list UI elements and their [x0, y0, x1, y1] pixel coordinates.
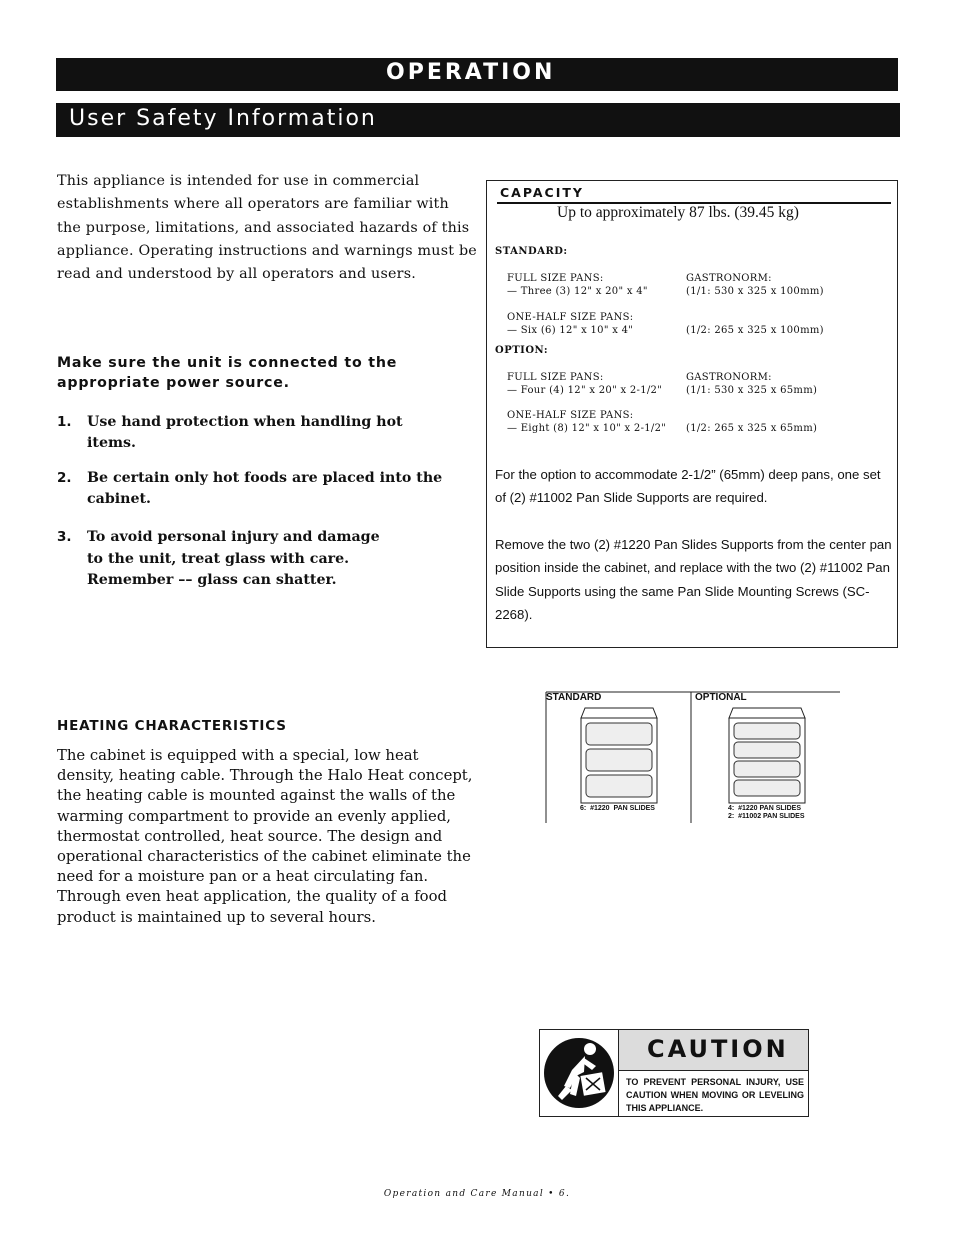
standard-half-spec: — Six (6) 12" x 10" x 4"	[507, 325, 634, 336]
standard-label: STANDARD:	[495, 246, 568, 257]
power-notice: Make sure the unit is connected to the appropriate power source.	[57, 355, 398, 391]
diagram-standard-caption: 6: #1220 PAN SLIDES	[580, 805, 655, 812]
standard-full-gn-spec: (1/1: 530 x 325 x 100mm)	[686, 286, 824, 297]
capacity-note-1	[495, 463, 895, 510]
intro-text: This appliance is intended for use in commercial establishments where all operators are familiar with the purpose, limitations, and associated hazards of this appliance. Operating instructions and warnings must be read and understood by all operators and users.	[57, 173, 477, 283]
standard-half-gn-spec: (1/2: 265 x 325 x 100mm)	[686, 325, 824, 336]
safety-item-number: 2.	[57, 470, 72, 486]
safety-item-text: Be certain only hot foods are placed into the cabinet.	[87, 470, 443, 507]
person-lifting-icon	[540, 1030, 618, 1116]
diagram-optional-caption-1: 4: #1220 PAN SLIDES	[728, 805, 802, 812]
caution-label	[539, 1029, 809, 1117]
capacity-title: CAPACITY	[500, 185, 584, 200]
option-half-spec: — Eight (8) 12" x 10" x 2-1/2"	[507, 423, 667, 434]
caution-header	[619, 1030, 808, 1071]
caution-icon-box	[540, 1030, 619, 1116]
section-header-bar	[56, 58, 898, 91]
standard-full-gn-label: GASTRONORM:	[686, 273, 772, 284]
heating-title: HEATING CHARACTERISTICS	[57, 718, 287, 734]
safety-item-number: 1.	[57, 414, 72, 430]
diagram-optional-label: OPTIONAL	[695, 692, 747, 703]
intro-paragraph	[57, 170, 477, 286]
option-full-gn-label: GASTRONORM:	[686, 372, 772, 383]
standard-full-label: FULL SIZE PANS:	[507, 273, 604, 284]
capacity-note-2	[495, 533, 895, 627]
safety-item-number: 3.	[57, 529, 72, 545]
subsection-header-bar	[56, 103, 900, 137]
capacity-note-1-text: For the option to accommodate 2-1/2” (65mm) deep pans, one set of (2) #11002 Pan Slide Supports are required.	[495, 467, 881, 506]
standard-half-label: ONE-HALF SIZE PANS:	[507, 312, 634, 323]
capacity-box	[486, 180, 898, 648]
page-footer: Operation and Care Manual • 6.	[383, 1189, 571, 1199]
pan-slide-diagram	[545, 690, 845, 825]
heating-body: The cabinet is equipped with a special, low heat density, heating cable. Through the Halo Heat concept, the heating cable is mounted against the walls of the warming compartment to provide an evenly applied, thermostat controlled, heat source. The design and operational characteristics of the cabinet eliminate the need for a moisture pan or a heat circulating fan. Through even heat application, the quality of a food product is maintained up to several hours.	[57, 747, 473, 926]
option-full-spec: — Four (4) 12" x 20" x 2-1/2"	[507, 385, 663, 396]
safety-item-text: To avoid personal injury and damage to the unit, treat glass with care. Remember –– glass can shatter.	[87, 529, 380, 588]
subsection-title: User Safety Information	[69, 106, 377, 131]
option-full-gn-spec: (1/1: 530 x 325 x 65mm)	[686, 385, 818, 396]
option-label: OPTION:	[495, 345, 549, 356]
caution-text: TO PREVENT PERSONAL INJURY, USE CAUTION WHEN MOVING OR LEVELING THIS APPLIANCE.	[626, 1077, 804, 1113]
option-half-label: ONE-HALF SIZE PANS:	[507, 410, 634, 421]
safety-item-text: Use hand protection when handling hot items.	[87, 414, 403, 451]
diagram-standard-label: STANDARD	[546, 692, 602, 703]
capacity-note-2-text: Remove the two (2) #1220 Pan Slides Supports from the center pan position inside the cabinet, and replace with the two (2) #11002 Pan Slide Supports using the same Pan Slide Mounting Screws (SC-2268).	[495, 537, 892, 623]
diagram-optional-caption-2: 2: #11002 PAN SLIDES	[728, 813, 805, 820]
section-title: OPERATION	[386, 60, 556, 85]
capacity-summary: Up to approximately 87 lbs. (39.45 kg)	[557, 204, 799, 221]
option-full-label: FULL SIZE PANS:	[507, 372, 604, 383]
option-half-gn-spec: (1/2: 265 x 325 x 65mm)	[686, 423, 818, 434]
standard-full-spec: — Three (3) 12" x 20" x 4"	[507, 286, 648, 297]
caution-title: CAUTION	[647, 1035, 789, 1063]
